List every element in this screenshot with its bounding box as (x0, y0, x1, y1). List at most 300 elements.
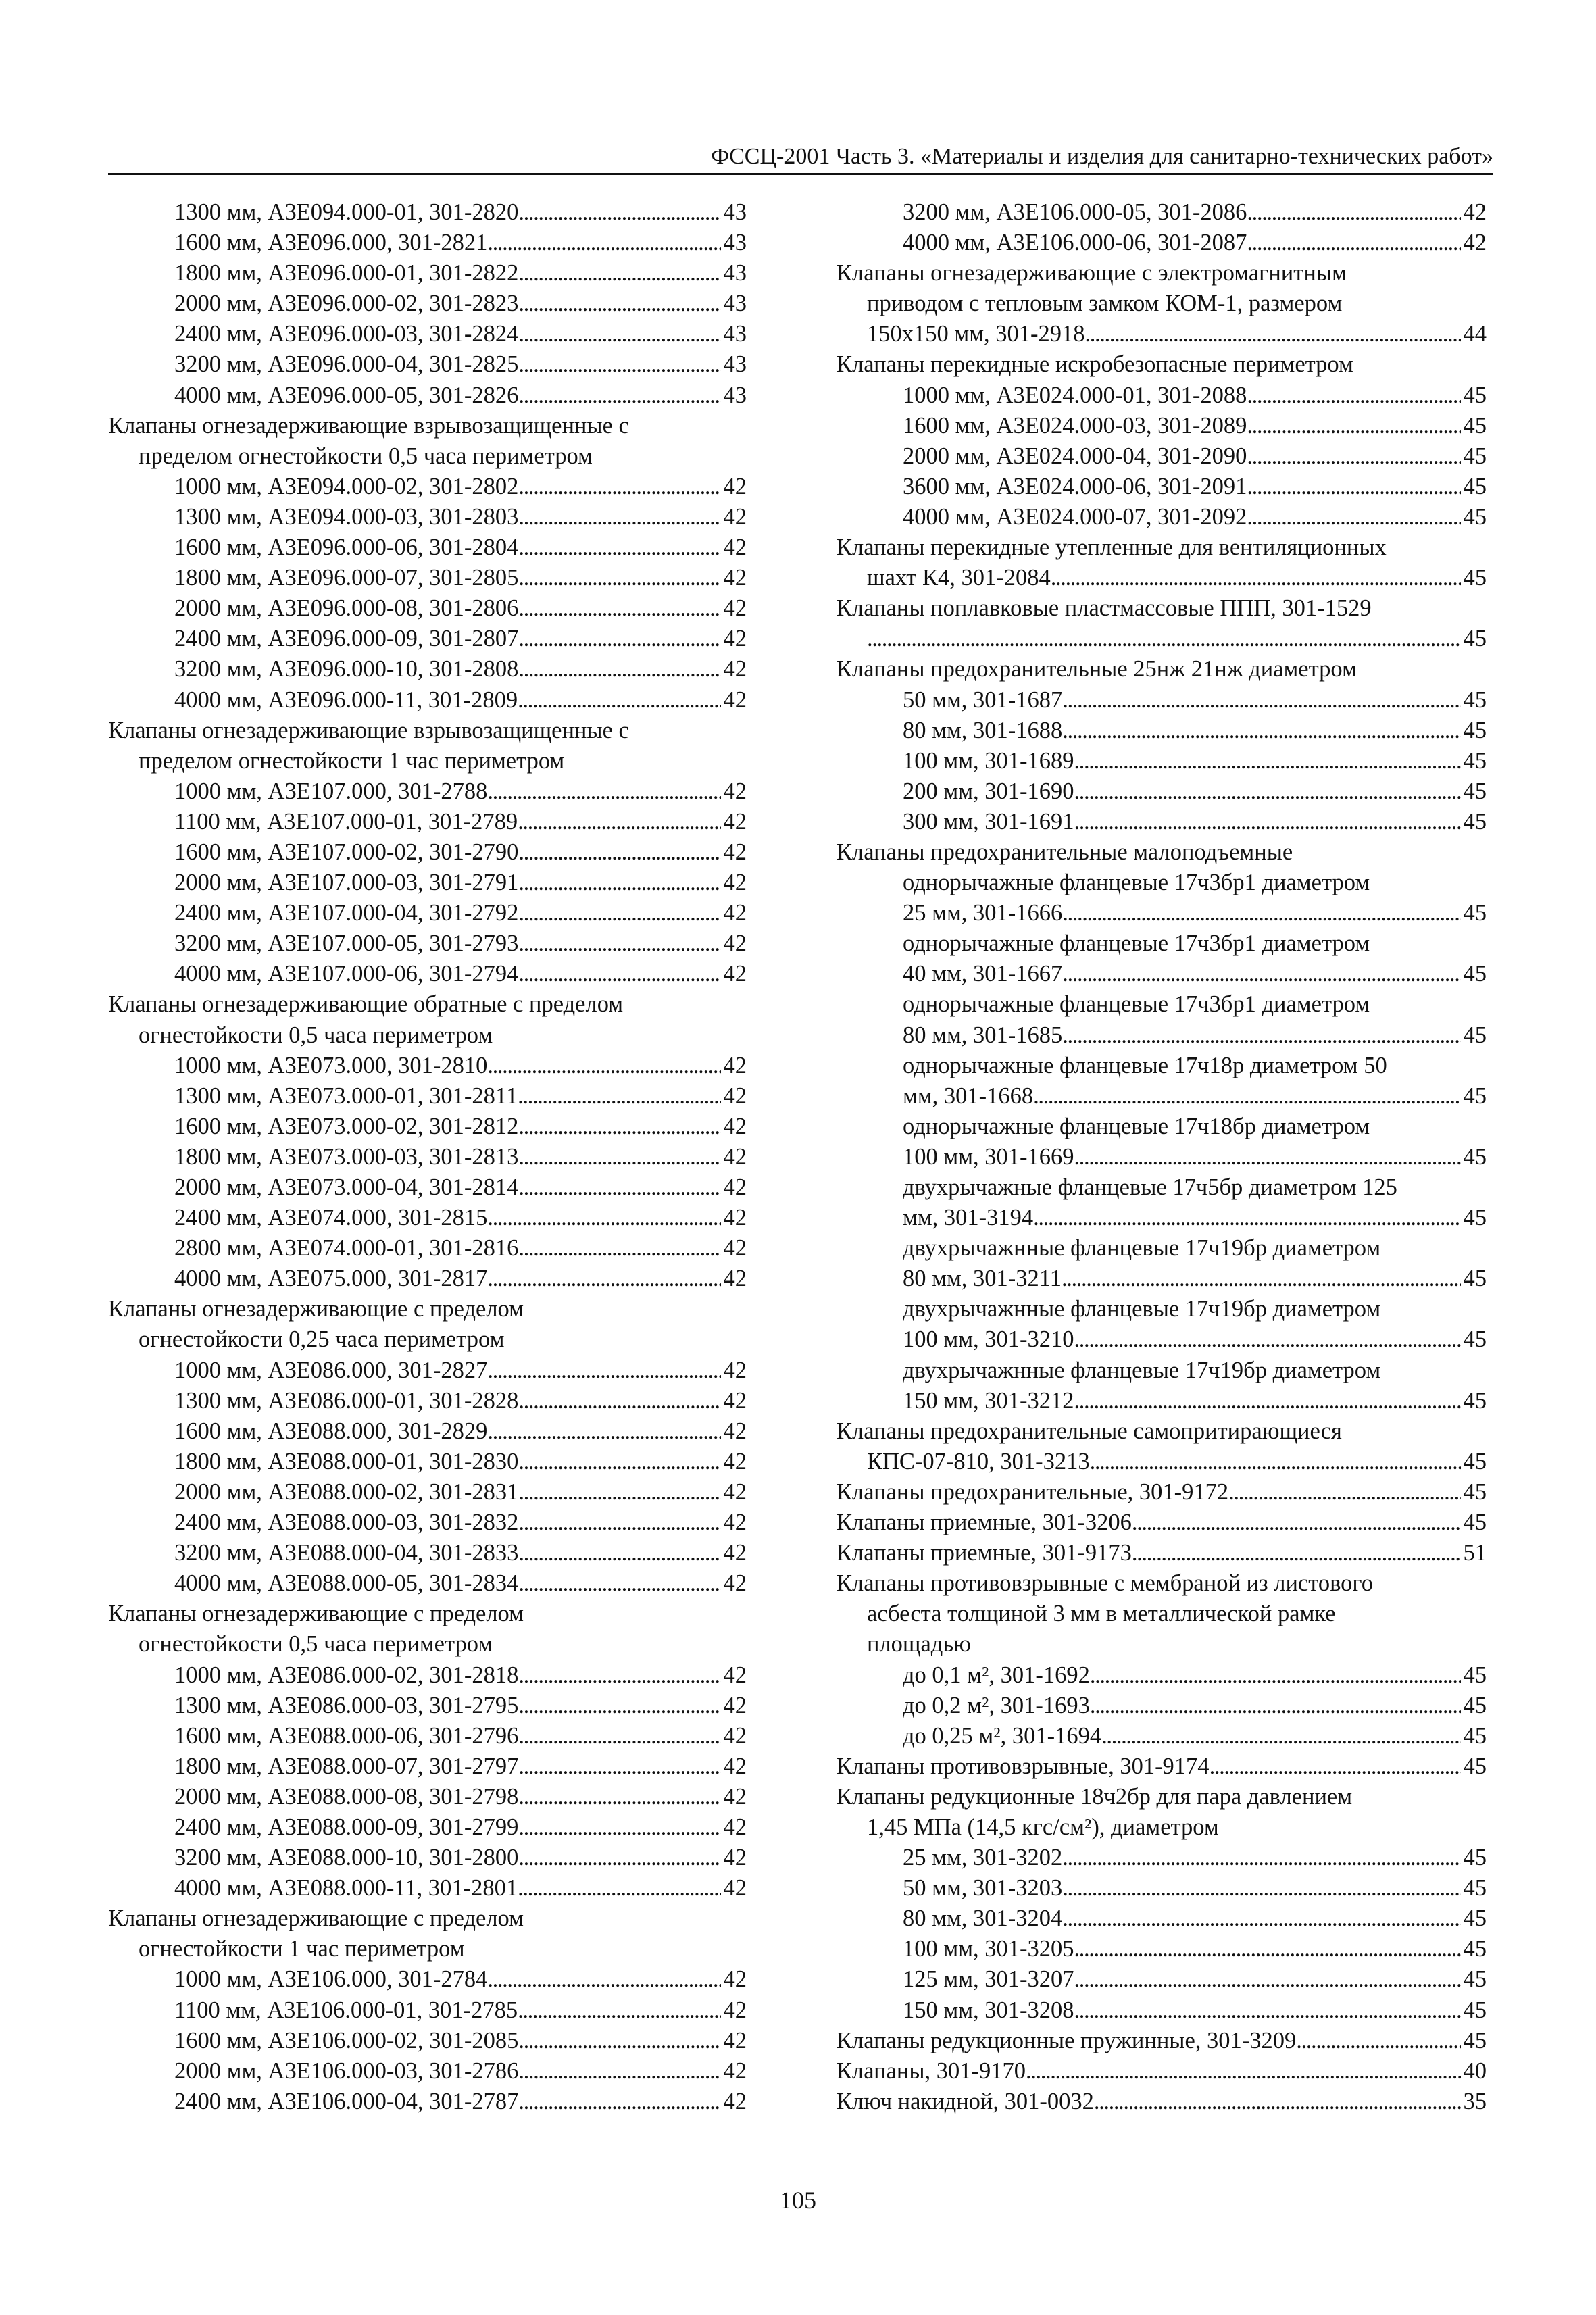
entry-page-number: 45 (1463, 626, 1487, 652)
entry-page-number: 42 (723, 503, 747, 530)
entry-text: мм, 301-3194 (903, 1205, 1034, 1231)
entry-page-number: 45 (1463, 2027, 1487, 2053)
index-heading (837, 289, 1487, 319)
index-entry (108, 1142, 747, 1172)
entry-text: КПС-07-810, 301-3213 (867, 1448, 1090, 1474)
entry-text: Клапаны приемные, 301-3206 (837, 1510, 1132, 1536)
dot-leader (518, 2056, 720, 2087)
entry-page-number: 45 (1463, 1906, 1487, 1932)
entry-text: 25 мм, 301-3202 (903, 1845, 1063, 1871)
index-entry (837, 1142, 1487, 1172)
dot-leader (1074, 1995, 1461, 2026)
entry-text: 2000 мм, А3Е096.000-02, 301-2823 (174, 291, 519, 317)
entry-page-number: 42 (723, 1266, 747, 1292)
entry-page-number: 45 (1463, 1692, 1487, 1718)
entry-page-number: 42 (723, 1540, 747, 1566)
index-entry (837, 502, 1487, 532)
entry-text: 1000 мм, А3Е086.000, 301-2827 (174, 1357, 488, 1383)
entry-text: 1300 мм, А3Е094.000-03, 301-2803 (174, 503, 519, 530)
dot-leader (487, 1355, 720, 1386)
entry-text: 200 мм, 301-1690 (903, 778, 1074, 804)
entry-text: 1000 мм, А3Е086.000-02, 301-2818 (174, 1662, 519, 1688)
entry-page-number: 43 (723, 351, 747, 378)
entry-text: 300 мм, 301-1691 (903, 808, 1074, 835)
dot-leader (1247, 472, 1460, 502)
entry-page-number: 42 (723, 1357, 747, 1383)
dot-leader (487, 1964, 720, 1995)
index-heading (108, 1294, 747, 1324)
entry-text: 2000 мм, А3Е073.000-04, 301-2814 (174, 1174, 519, 1200)
entry-text: однорычажные фланцевые 17ч18р диаметром 50 (903, 1052, 1387, 1078)
entry-text: Клапаны огнезадерживающие обратные с пределом (108, 991, 624, 1018)
entry-page-number: 42 (723, 534, 747, 561)
index-heading (837, 1599, 1487, 1629)
index-entry (108, 2087, 747, 2117)
entry-page-number: 40 (1463, 2058, 1487, 2084)
dot-leader (518, 1477, 720, 1508)
index-entry (108, 2026, 747, 2056)
entry-text: 2400 мм, А3Е096.000-03, 301-2824 (174, 321, 519, 347)
index-heading (108, 746, 747, 776)
index-entry (108, 1386, 747, 1416)
index-heading (108, 1020, 747, 1051)
index-entry (108, 776, 747, 807)
dot-leader (1062, 1020, 1460, 1051)
dot-leader (1132, 1538, 1461, 1568)
entry-text: Клапаны, 301-9170 (837, 2058, 1026, 2084)
entry-text: пределом огнестойкости 0,5 часа периметром (139, 443, 593, 469)
entry-text: 25 мм, 301-1666 (903, 900, 1063, 926)
index-heading (837, 1294, 1487, 1324)
entry-page-number: 42 (723, 778, 747, 804)
index-entry (837, 1843, 1487, 1873)
index-entry (837, 2087, 1487, 2117)
entry-text: 80 мм, 301-3211 (903, 1266, 1062, 1292)
entry-text: 1600 мм, А3Е096.000-06, 301-2804 (174, 534, 519, 561)
entry-text: 150х150 мм, 301-2918 (867, 321, 1085, 347)
entry-page-number: 42 (723, 565, 747, 591)
dot-leader (518, 319, 720, 349)
entry-text: 1300 мм, А3Е094.000-01, 301-2820 (174, 199, 519, 225)
entry-text: 100 мм, 301-3205 (903, 1936, 1074, 1962)
entry-page-number: 42 (723, 473, 747, 499)
entry-page-number: 42 (723, 961, 747, 987)
entry-page-number: 42 (1463, 199, 1487, 225)
entry-text: 80 мм, 301-3204 (903, 1906, 1063, 1932)
entry-text: 1000 мм, А3Е024.000-01, 301-2088 (903, 382, 1247, 408)
dot-leader (1247, 380, 1460, 411)
index-entry (837, 197, 1487, 228)
index-entry (837, 472, 1487, 502)
dot-leader (518, 2026, 720, 2056)
entry-page-number: 42 (723, 1814, 747, 1840)
dot-leader (1074, 1964, 1461, 1995)
entry-text: 3200 мм, А3Е096.000-10, 301-2808 (174, 656, 519, 682)
entry-text: Клапаны огнезадерживающие с пределом (108, 1296, 524, 1322)
entry-page-number: 42 (723, 839, 747, 865)
entry-page-number: 45 (1463, 900, 1487, 926)
entry-text: Клапаны приемные, 301-9173 (837, 1540, 1132, 1566)
dot-leader (518, 1508, 720, 1538)
index-entry (837, 411, 1487, 441)
entry-text: Клапаны предохранительные самопритирающиеся (837, 1418, 1342, 1444)
entry-page-number: 42 (723, 656, 747, 682)
entry-text: Клапаны противовзрывные, 301-9174 (837, 1753, 1210, 1779)
entry-page-number: 45 (1463, 1845, 1487, 1871)
entry-page-number: 45 (1463, 1022, 1487, 1048)
dot-leader (1051, 563, 1461, 593)
dot-leader (518, 593, 720, 624)
entry-text: Клапаны огнезадерживающие взрывозащищенные с (108, 717, 629, 743)
index-heading (837, 1112, 1487, 1142)
index-heading (837, 654, 1487, 684)
entry-text: 1600 мм, А3Е106.000-02, 301-2085 (174, 2027, 519, 2053)
index-entry (837, 1691, 1487, 1721)
index-entry (108, 654, 747, 684)
entry-text: Клапаны предохранительные, 301-9172 (837, 1478, 1229, 1505)
entry-page-number: 45 (1463, 1326, 1487, 1353)
entry-text: 3600 мм, А3Е024.000-06, 301-2091 (903, 473, 1247, 499)
entry-page-number: 45 (1463, 687, 1487, 713)
dot-leader (1074, 776, 1461, 807)
dot-leader (518, 1660, 720, 1691)
dot-leader (487, 1264, 720, 1294)
index-entry (837, 1538, 1487, 1568)
page-number: 105 (780, 2187, 816, 2214)
index-heading (837, 349, 1487, 380)
index-entry (837, 2056, 1487, 2087)
entry-text: 4000 мм, А3Е088.000-11, 301-2801 (174, 1875, 518, 1901)
index-heading (837, 1812, 1487, 1843)
entry-text: Клапаны перекидные утепленные для вентиляционных (837, 534, 1387, 561)
entry-text: приводом с тепловым замком КОМ-1, размером (867, 291, 1343, 317)
index-entry (108, 472, 747, 502)
index-entry (837, 1903, 1487, 1934)
entry-text: мм, 301-1668 (903, 1082, 1034, 1109)
dot-leader (518, 1081, 720, 1112)
entry-text: 40 мм, 301-1667 (903, 961, 1063, 987)
index-entry (837, 2026, 1487, 2056)
index-entry (108, 532, 747, 563)
entry-page-number: 42 (723, 1205, 747, 1231)
entry-page-number: 42 (723, 1235, 747, 1262)
index-entry (837, 1081, 1487, 1112)
entry-page-number: 42 (723, 2027, 747, 2053)
dot-leader (1247, 228, 1460, 258)
dot-leader (518, 1233, 720, 1264)
dot-leader (518, 197, 720, 228)
entry-text: 125 мм, 301-3207 (903, 1966, 1074, 1993)
index-entry (108, 1538, 747, 1568)
entry-page-number: 45 (1463, 1662, 1487, 1688)
entry-page-number: 42 (723, 1966, 747, 1993)
entry-text: огнестойкости 0,25 часа периметром (139, 1326, 505, 1353)
dot-leader (867, 624, 1461, 654)
entry-page-number: 42 (723, 1418, 747, 1444)
index-entry (837, 776, 1487, 807)
index-entry (837, 1751, 1487, 1782)
index-entry (108, 319, 747, 349)
index-entry (108, 868, 747, 898)
entry-text: огнестойкости 0,5 часа периметром (139, 1631, 493, 1658)
entry-text: 2000 мм, А3Е088.000-08, 301-2798 (174, 1783, 519, 1810)
index-heading (108, 1629, 747, 1660)
entry-text: двухрычажнные фланцевые 17ч19бр диаметром (903, 1235, 1381, 1262)
entry-text: 1000 мм, А3Е073.000, 301-2810 (174, 1052, 488, 1078)
dot-leader (518, 1538, 720, 1568)
entry-text: 1300 мм, А3Е086.000-03, 301-2795 (174, 1692, 519, 1718)
dot-leader (518, 807, 720, 837)
entry-text: Клапаны огнезадерживающие взрывозащищенные с (108, 412, 629, 439)
dot-leader (1074, 746, 1461, 776)
index-entry (108, 898, 747, 928)
entry-text: 2000 мм, А3Е088.000-02, 301-2831 (174, 1478, 519, 1505)
entry-text: 1300 мм, А3Е073.000-01, 301-2811 (174, 1082, 518, 1109)
entry-text: двухрычажнные фланцевые 17ч19бр диаметром (903, 1357, 1381, 1383)
index-entry (108, 2056, 747, 2087)
index-column-right (837, 197, 1487, 2117)
entry-text: 1600 мм, А3Е088.000-06, 301-2796 (174, 1722, 519, 1749)
index-heading (837, 258, 1487, 289)
dot-leader (1062, 716, 1460, 746)
dot-leader (1026, 2056, 1461, 2087)
dot-leader (518, 1447, 720, 1477)
entry-page-number: 45 (1463, 717, 1487, 743)
entry-text: шахт К4, 301-2084 (867, 565, 1051, 591)
index-entry (108, 289, 747, 319)
entry-page-number: 42 (723, 2088, 747, 2114)
dot-leader (518, 472, 720, 502)
index-entry (108, 928, 747, 959)
dot-leader (1074, 1324, 1461, 1355)
entry-text: асбеста толщиной 3 мм в металлической рамке (867, 1601, 1336, 1627)
dot-leader (1062, 685, 1460, 716)
dot-leader (518, 1386, 720, 1416)
dot-leader (1033, 1203, 1460, 1233)
entry-text: 3200 мм, А3Е106.000-05, 301-2086 (903, 199, 1247, 225)
entry-page-number: 44 (1463, 321, 1487, 347)
entry-page-number: 42 (723, 1052, 747, 1078)
index-entry (108, 1416, 747, 1447)
entry-text: 1800 мм, А3Е073.000-03, 301-2813 (174, 1143, 519, 1170)
entry-page-number: 42 (723, 1113, 747, 1139)
index-entry (108, 837, 747, 868)
entry-text: 4000 мм, А3Е096.000-05, 301-2826 (174, 382, 519, 408)
entry-text: 1000 мм, А3Е094.000-02, 301-2802 (174, 473, 519, 499)
index-entry (837, 716, 1487, 746)
entry-page-number: 45 (1463, 1387, 1487, 1414)
entry-page-number: 45 (1463, 1966, 1487, 1993)
entry-text: 1800 мм, А3Е088.000-01, 301-2830 (174, 1448, 519, 1474)
dot-leader (518, 532, 720, 563)
index-entry (108, 1172, 747, 1203)
entry-text: однорычажные фланцевые 17ч3бр1 диаметром (903, 991, 1370, 1018)
entry-text: Клапаны поплавковые пластмассовые ППП, 301-1529 (837, 595, 1372, 622)
entry-text: 1000 мм, А3Е107.000, 301-2788 (174, 778, 488, 804)
entry-page-number: 42 (723, 626, 747, 652)
index-entry (108, 502, 747, 532)
dot-leader (518, 1142, 720, 1172)
entry-text: 4000 мм, А3Е075.000, 301-2817 (174, 1266, 488, 1292)
dot-leader (1090, 1691, 1461, 1721)
entry-page-number: 45 (1463, 1448, 1487, 1474)
entry-text: 1300 мм, А3Е086.000-01, 301-2828 (174, 1387, 519, 1414)
dot-leader (1074, 807, 1461, 837)
index-entry (837, 1873, 1487, 1903)
entry-text: однорычажные фланцевые 17ч3бр1 диаметром (903, 930, 1370, 957)
index-heading (837, 1416, 1487, 1447)
dot-leader (1062, 1903, 1460, 1934)
index-entry (837, 807, 1487, 837)
index-entry (108, 1660, 747, 1691)
index-entry (837, 228, 1487, 258)
index-entry (837, 1386, 1487, 1416)
dot-leader (1074, 1934, 1461, 1964)
entry-page-number: 35 (1463, 2088, 1487, 2114)
index-entry (837, 380, 1487, 411)
entry-text: до 0,25 м², 301-1694 (903, 1722, 1102, 1749)
entry-page-number: 42 (723, 1662, 747, 1688)
entry-page-number: 45 (1463, 565, 1487, 591)
index-heading (108, 989, 747, 1020)
index-entry (108, 1964, 747, 1995)
dot-leader (518, 380, 720, 411)
index-heading (837, 1782, 1487, 1812)
index-heading (837, 1233, 1487, 1264)
entry-text: огнестойкости 1 час периметром (139, 1936, 465, 1962)
index-entry (108, 1081, 747, 1112)
dot-leader (1247, 197, 1460, 228)
index-heading (837, 928, 1487, 959)
dot-leader (518, 959, 720, 989)
entry-text: 2000 мм, А3Е096.000-08, 301-2806 (174, 595, 519, 622)
entry-text: Клапаны редукционные пружинные, 301-3209 (837, 2027, 1297, 2053)
dot-leader (518, 502, 720, 532)
entry-text: Клапаны предохранительные 25нж 21нж диаметром (837, 656, 1357, 682)
index-heading (837, 593, 1487, 624)
index-entry (108, 1051, 747, 1081)
entry-page-number: 42 (723, 687, 747, 713)
entry-page-number: 42 (723, 1997, 747, 2023)
entry-text: 2000 мм, А3Е107.000-03, 301-2791 (174, 870, 519, 896)
index-entry (108, 1812, 747, 1843)
entry-page-number: 43 (723, 199, 747, 225)
index-heading (837, 1629, 1487, 1660)
entry-text: 2800 мм, А3Е074.000-01, 301-2816 (174, 1235, 519, 1262)
dot-leader (518, 563, 720, 593)
entry-text: 2400 мм, А3Е088.000-09, 301-2799 (174, 1814, 519, 1840)
entry-page-number: 42 (723, 1143, 747, 1170)
entry-page-number: 45 (1463, 961, 1487, 987)
entry-text: 1000 мм, А3Е106.000, 301-2784 (174, 1966, 488, 1993)
dot-leader (1296, 2026, 1460, 2056)
index-entry (108, 1995, 747, 2026)
entry-page-number: 43 (723, 230, 747, 256)
entry-page-number: 42 (723, 1570, 747, 1597)
index-entry (108, 563, 747, 593)
dot-leader (518, 654, 720, 684)
entry-text: Клапаны предохранительные малоподъемные (837, 839, 1293, 865)
dot-leader (487, 228, 720, 258)
entry-text: 1600 мм, А3Е107.000-02, 301-2790 (174, 839, 519, 865)
dot-leader (518, 898, 720, 928)
index-entry (837, 1660, 1487, 1691)
entry-text: 3200 мм, А3Е088.000-04, 301-2833 (174, 1540, 519, 1566)
dot-leader (1228, 1477, 1460, 1508)
entry-text: 1600 мм, А3Е073.000-02, 301-2812 (174, 1113, 519, 1139)
dot-leader (518, 1721, 720, 1751)
index-entry (108, 1264, 747, 1294)
index-entry (108, 807, 747, 837)
dot-leader (1062, 959, 1460, 989)
index-entry (837, 1721, 1487, 1751)
dot-leader (1074, 1142, 1461, 1172)
entry-page-number: 42 (723, 1692, 747, 1718)
entry-text: 2400 мм, А3Е107.000-04, 301-2792 (174, 900, 519, 926)
index-entry (108, 349, 747, 380)
entry-text: 1,45 МПа (14,5 кгс/см²), диаметром (867, 1814, 1219, 1840)
index-heading (837, 868, 1487, 898)
entry-text: огнестойкости 0,5 часа периметром (139, 1022, 493, 1048)
entry-text: однорычажные фланцевые 17ч18бр диаметром (903, 1113, 1370, 1139)
entry-page-number: 42 (723, 900, 747, 926)
entry-page-number: 42 (1463, 230, 1487, 256)
entry-text: 3200 мм, А3Е096.000-04, 301-2825 (174, 351, 519, 378)
dot-leader (487, 1203, 720, 1233)
index-entry (108, 1751, 747, 1782)
index-entry (837, 1508, 1487, 1538)
dot-leader (518, 1172, 720, 1203)
entry-text: 4000 мм, А3Е024.000-07, 301-2092 (903, 503, 1247, 530)
entry-page-number: 42 (723, 1783, 747, 1810)
dot-leader (487, 1416, 720, 1447)
index-entry (837, 319, 1487, 349)
dot-leader (1247, 411, 1460, 441)
dot-leader (518, 1568, 720, 1599)
index-entry (108, 1233, 747, 1264)
dot-leader (1062, 1264, 1461, 1294)
entry-text: 1800 мм, А3Е088.000-07, 301-2797 (174, 1753, 519, 1779)
index-entry (108, 959, 747, 989)
dot-leader (1085, 319, 1461, 349)
entry-page-number: 42 (723, 1082, 747, 1109)
entry-text: 2400 мм, А3Е096.000-09, 301-2807 (174, 626, 519, 652)
entry-text: площадью (867, 1631, 971, 1658)
entry-text: Клапаны огнезадерживающие с электромагнитным (837, 260, 1347, 287)
entry-text: 1100 мм, А3Е106.000-01, 301-2785 (174, 1997, 518, 2023)
entry-text: 100 мм, 301-1669 (903, 1143, 1074, 1170)
index-entry (108, 228, 747, 258)
entry-page-number: 45 (1463, 1082, 1487, 1109)
dot-leader (518, 1843, 720, 1873)
index-heading (837, 1355, 1487, 1386)
entry-text: Клапаны редукционные 18ч2бр для пара давлением (837, 1783, 1353, 1810)
entry-text: до 0,2 м², 301-1693 (903, 1692, 1090, 1718)
entry-page-number: 45 (1463, 1722, 1487, 1749)
index-entry (837, 959, 1487, 989)
entry-text: 80 мм, 301-1685 (903, 1022, 1063, 1048)
entry-page-number: 42 (723, 870, 747, 896)
entry-page-number: 45 (1463, 1875, 1487, 1901)
index-heading (108, 1934, 747, 1964)
index-entry (108, 1203, 747, 1233)
entry-page-number: 42 (723, 1174, 747, 1200)
dot-leader (1062, 1873, 1460, 1903)
index-entry (108, 624, 747, 654)
entry-page-number: 45 (1463, 747, 1487, 774)
entry-text: 4000 мм, А3Е107.000-06, 301-2794 (174, 961, 519, 987)
dot-leader (518, 1691, 720, 1721)
